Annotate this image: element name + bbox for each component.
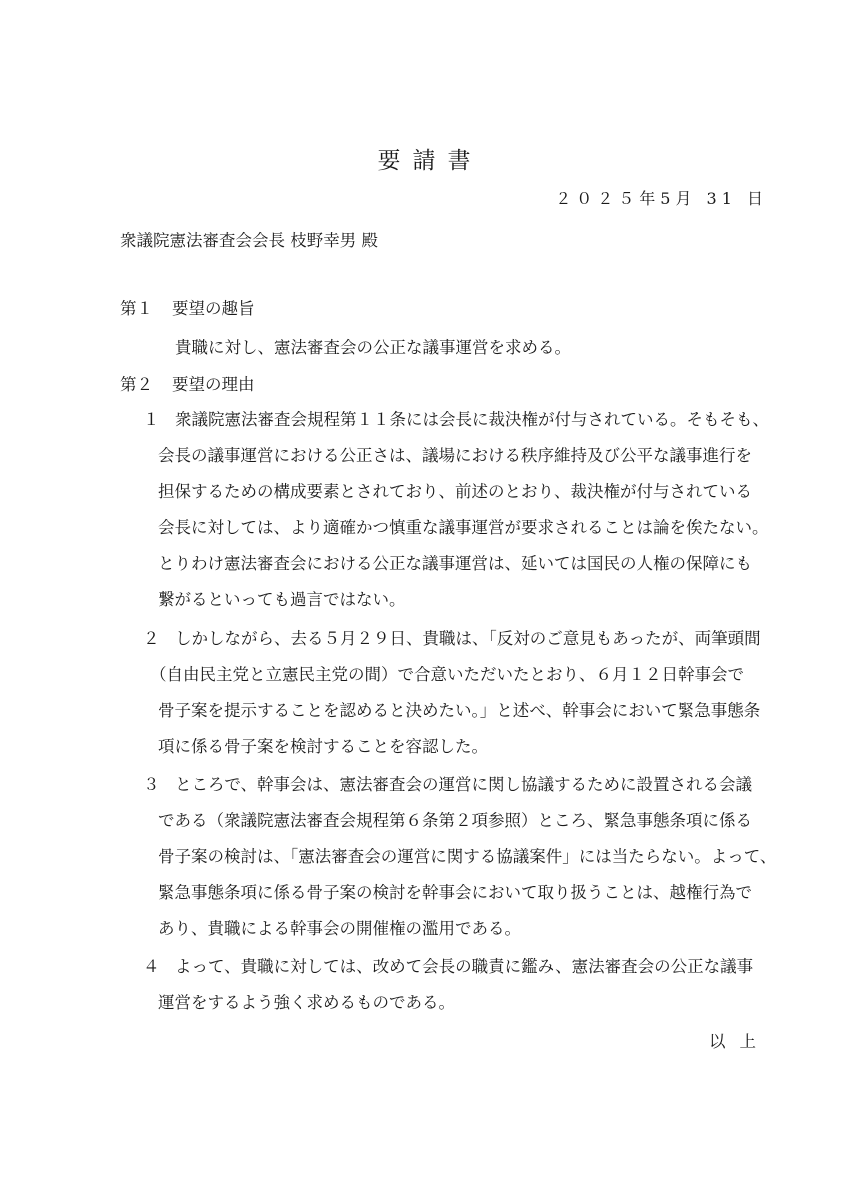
item-1-line-2: 会長の議事運営における公正さは、議場における秩序維持及び公平な議事進行を (158, 446, 752, 465)
item-1-line-6: 繋がるといっても過言ではない。 (158, 590, 406, 609)
item-3-line-1: ところで、幹事会は、憲法審査会の運営に関し協議するために設置される会議 (175, 775, 753, 794)
item-1-line-1: 衆議院憲法審査会規程第１１条には会長に裁決権が付与されている。そもそも、 (175, 410, 769, 429)
item-4-line-2: 運営をするよう強く求めるものである。 (158, 993, 455, 1012)
section-1-number: 第１ (120, 299, 153, 318)
item-3-line-2: である（衆議院憲法審査会規程第６条第２項参照）ところ、緊急事態条項に係る (158, 811, 752, 830)
item-2-number: ２ (143, 629, 160, 648)
section-1-heading (120, 296, 255, 322)
item-3-line-4: 緊急事態条項に係る骨子案の検討を幹事会において取り扱うことは、越権行為で (158, 883, 752, 902)
document-date: ２０２５年5月 31 日 (555, 189, 768, 208)
item-3-line-5: あり、貴職による幹事会の開催権の濫用である。 (158, 919, 521, 938)
document-title: 要請書 (377, 148, 483, 174)
closing-mark: 以上 (709, 1032, 770, 1051)
item-2-line-3: 骨子案を提示することを認めると決めたい。」と述べ、幹事会において緊急事態条 (158, 701, 761, 720)
item-3-number: ３ (143, 775, 160, 794)
section-2-title: 要望の理由 (172, 375, 255, 394)
item-1-number: １ (143, 410, 160, 429)
section-1-title: 要望の趣旨 (172, 299, 255, 318)
item-2-line-2: （自由民主党と立憲民主党の間）で合意いただいたとおり、６月１２日幹事会で (150, 665, 744, 684)
item-4-number: ４ (143, 957, 160, 976)
addressee: 衆議院憲法審査会会長 枝野幸男 殿 (120, 231, 378, 250)
section-2-number: 第２ (120, 375, 153, 394)
item-4-line-1: よって、貴職に対しては、改めて会長の職責に鑑み、憲法審査会の公正な議事 (175, 957, 754, 976)
item-1-line-5: とりわけ憲法審査会における公正な議事運営は、延いては国民の人権の保障にも (158, 554, 752, 573)
item-2-line-1: しかしながら、去る５月２９日、貴職は、「反対のご意見もあったが、両筆頭間 (175, 629, 761, 648)
item-3-line-3: 骨子案の検討は、「憲法審査会の運営に関する協議案件」には当たらない。よって、 (158, 847, 777, 866)
item-1-line-3: 担保するための構成要素とされており、前述のとおり、裁決権が付与されている (158, 482, 752, 501)
section-1-body: 貴職に対し、憲法審査会の公正な議事運営を求める。 (175, 338, 571, 357)
item-1-line-4: 会長に対しては、より適確かつ慎重な議事運営が要求されることは論を俟たない。 (158, 518, 769, 537)
item-2-line-4: 項に係る骨子案を検討することを容認した。 (158, 737, 488, 756)
section-2-heading (120, 372, 255, 398)
